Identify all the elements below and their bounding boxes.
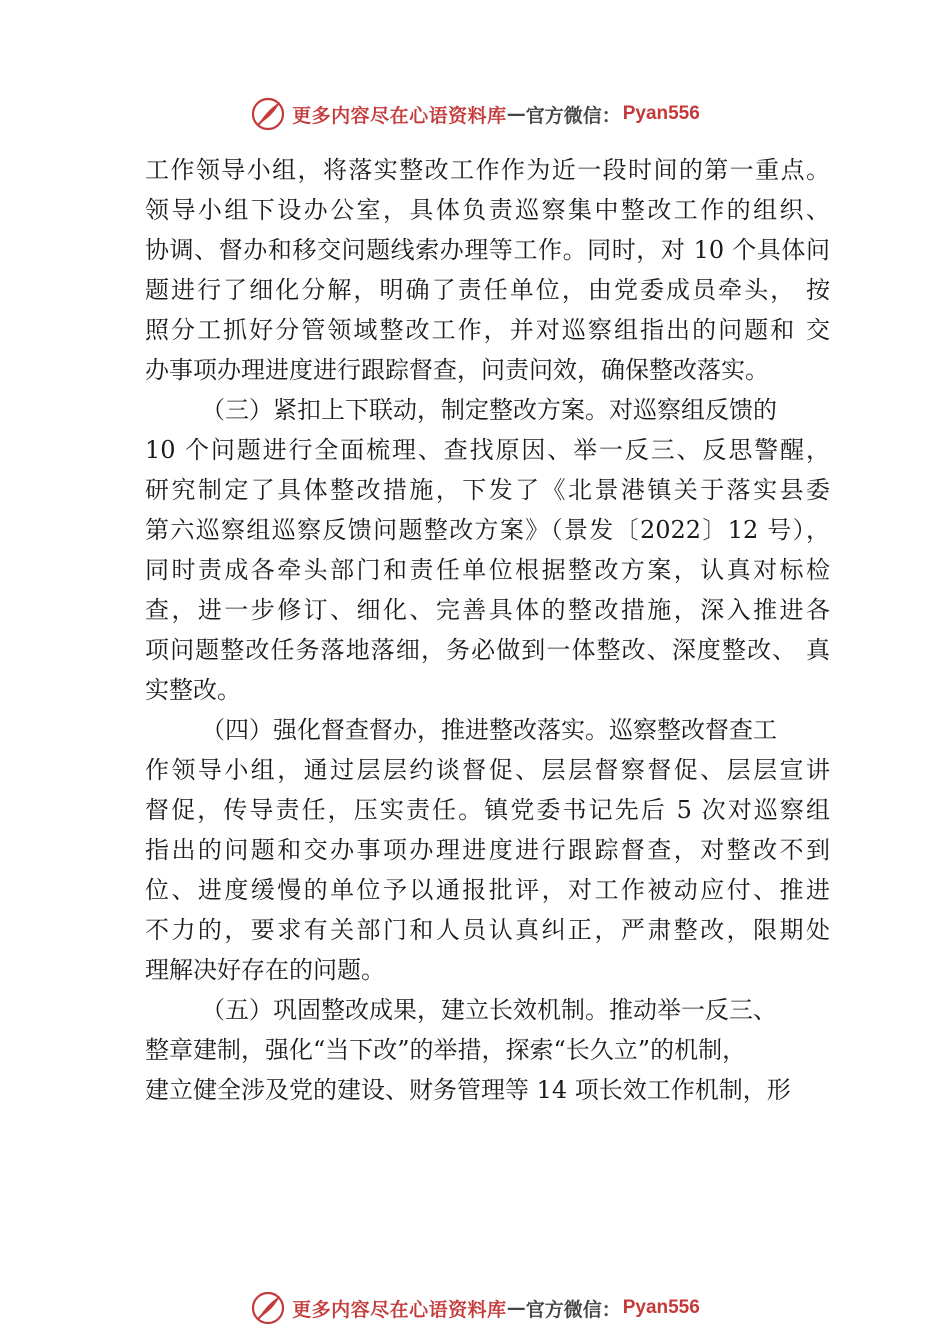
watermark-wechat-id: Pyan556 [622,103,700,124]
paragraph-heading-3: （三）紧扣上下联动，制定整改方案。对巡察组反馈的 [201,396,777,424]
text-line: 工作领导小组，将落实整改工作作为近一段时间的第一重点。 [145,156,830,184]
quill-logo-icon [250,1290,286,1326]
paragraph-heading-4: （四）强化督查督办，推进整改落实。巡察整改督查工 [201,716,777,744]
text-line: 项问题整改任务落地落细，务必做到一体整改、深度整改、 真 [145,636,830,664]
text-line: 督促，传导责任，压实责任。镇党委书记先后 5 次对巡察组 [145,796,830,824]
text-line: 位、进度缓慢的单位予以通报批评，对工作被动应付、推进 [145,876,830,904]
quill-logo-icon [250,96,286,132]
watermark-dash: — [506,103,526,125]
text-line: 查，进一步修订、细化、完善具体的整改措施，深入推进各 [145,596,830,624]
text-line: 整章建制，强化“当下改”的举措，探索“长久立”的机制， [145,1036,747,1064]
text-line: 第六巡察组巡察反馈问题整改方案》（景发〔2022〕12 号）， [145,516,830,544]
text-line: 建立健全涉及党的建设、财务管理等 14 项长效工作机制，形 [145,1076,791,1104]
text-line: 领导小组下设办公室，具体负责巡察集中整改工作的组织、 [145,196,830,224]
text-line: 作领导小组，通过层层约谈督促、层层督察督促、层层宣讲 [145,756,830,784]
text-line: 实整改。 [145,676,241,704]
text-line: 题进行了细化分解，明确了责任单位，由党委成员牵头， 按 [145,276,830,304]
text-line: 同时责成各牵头部门和责任单位根据整改方案，认真对标检 [145,556,830,584]
document-body [145,150,830,1110]
paragraph-heading-5: （五）巩固整改成果，建立长效机制。推动举一反三、 [201,996,777,1024]
watermark-dash: — [506,1297,526,1319]
text-line: 照分工抓好分管领域整改工作，并对巡察组指出的问题和 交 [145,316,830,344]
watermark-wechat-id: Pyan556 [622,1297,700,1318]
text-line: 协调、督办和移交问题线索办理等工作。同时，对 10 个具体问 [145,236,830,264]
footer-watermark [0,1288,950,1328]
text-line: 不力的，要求有关部门和人员认真纠正，严肃整改，限期处 [145,916,830,944]
watermark-wechat-label: 官方微信： [525,104,621,127]
watermark-text: 更多内容尽在心语资料库 [292,104,507,127]
watermark-wechat-label: 官方微信： [525,1298,621,1321]
watermark-text: 更多内容尽在心语资料库 [292,1298,507,1321]
text-line: 指出的问题和交办事项办理进度进行跟踪督查，对整改不到 [145,836,830,864]
text-line: 10 个问题进行全面梳理、查找原因、举一反三、反思警醒， [145,436,830,464]
text-line: 办事项办理进度进行跟踪督查，问责问效，确保整改落实。 [145,356,769,384]
text-line: 研究制定了具体整改措施，下发了《北景港镇关于落实县委 [145,476,830,504]
header-watermark [0,94,950,134]
text-line: 理解决好存在的问题。 [145,956,385,984]
